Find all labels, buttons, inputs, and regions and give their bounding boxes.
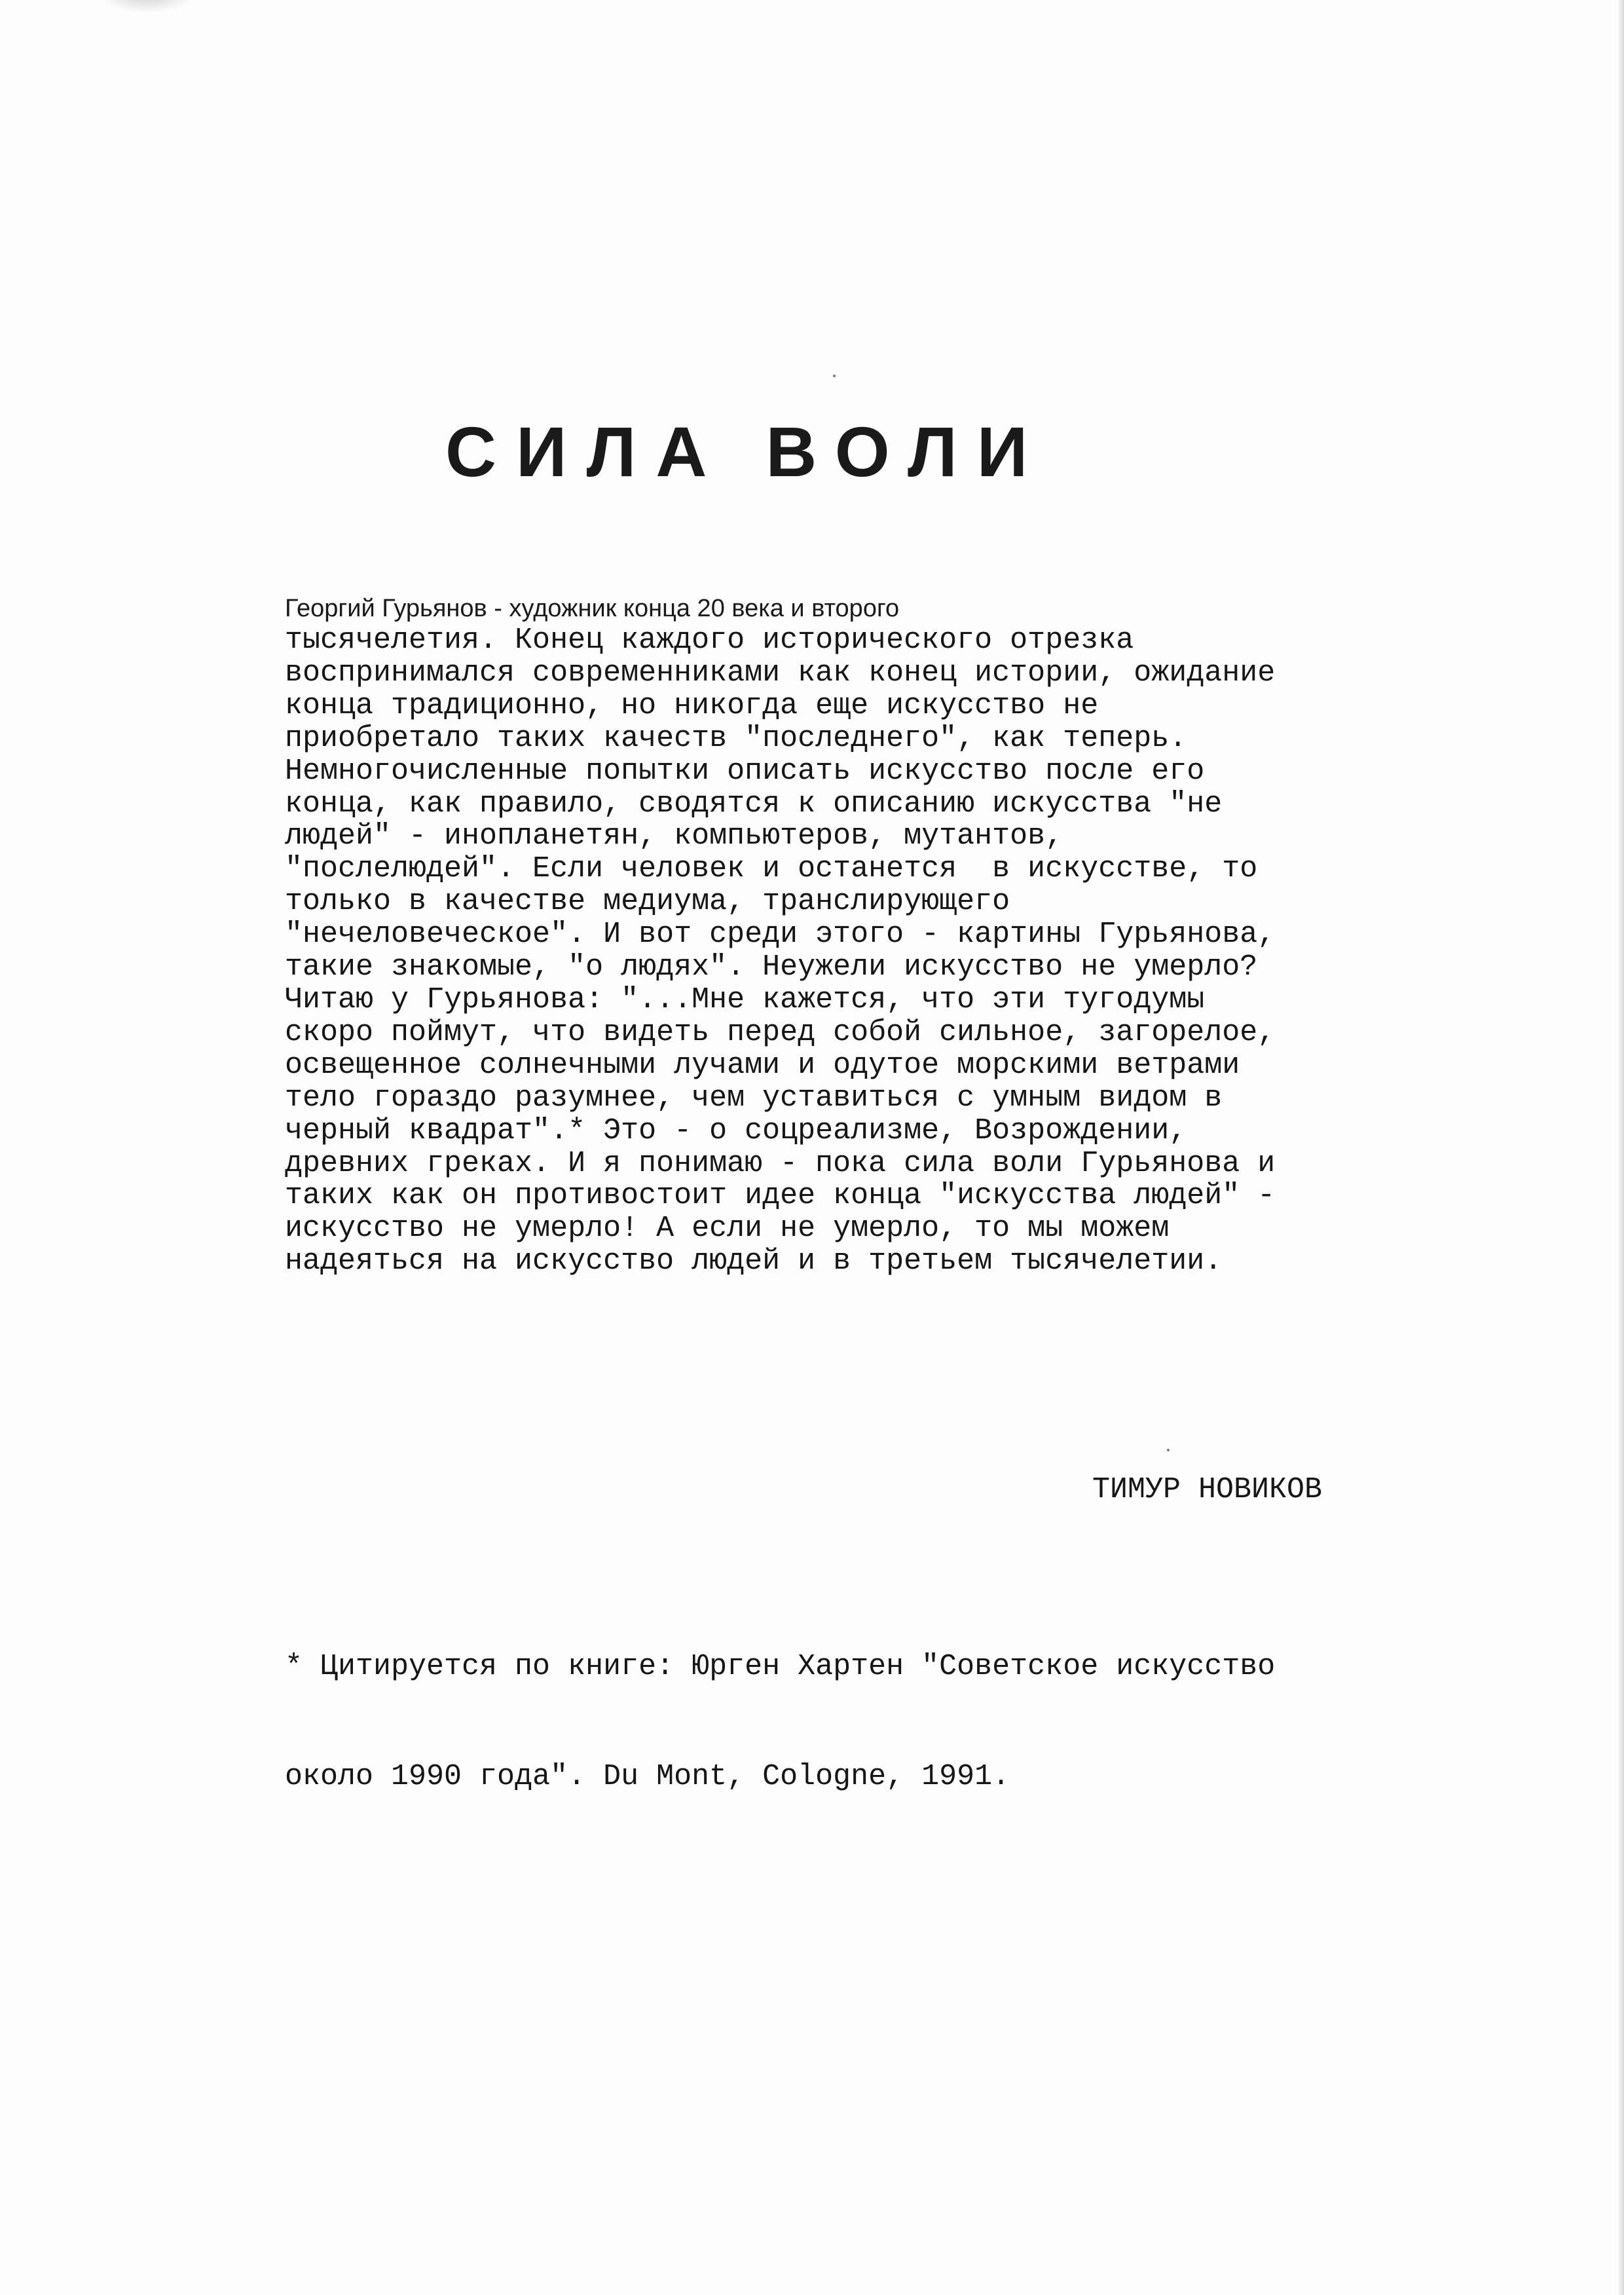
- body-line: только в качестве медиума, транслирующего: [285, 885, 1010, 919]
- article-body: [285, 593, 1450, 1278]
- body-line: конца традиционно, но никогда еще искусство не: [285, 688, 1099, 722]
- body-line: тело гораздо разумнее, чем уставиться с умным видом в: [285, 1081, 1223, 1115]
- body-line: такие знакомые, "о людях". Неужели искусство не умерло?: [285, 950, 1258, 984]
- lead-line: Георгий Гурьянов - художник конца 20 века и второго: [285, 595, 900, 622]
- scan-speck: [1167, 1449, 1170, 1451]
- footnote-line: около 1990 года". Du Mont, Cologne, 1991.: [285, 1760, 1010, 1793]
- body-line: искусство не умерло! А если не умерло, то мы можем: [285, 1212, 1170, 1246]
- author-signature: ТИМУР НОВИКОВ: [1092, 1473, 1323, 1506]
- scan-corner-shadow: [98, 0, 196, 13]
- body-line: конца, как правило, сводятся к описанию искусства "не: [285, 787, 1223, 821]
- body-line: таких как он противостоит идее конца "искусства людей" -: [285, 1179, 1276, 1213]
- body-line: черный квадрат".* Это - о соцреализме, Возрождении,: [285, 1113, 1187, 1148]
- document-title: СИЛА ВОЛИ: [445, 412, 1048, 491]
- body-line: "послелюдей". Если человек и останется в искусстве, то: [285, 852, 1258, 886]
- body-line: древних греках. И я понимаю - пока сила воли Гурьянова и: [285, 1146, 1276, 1180]
- body-line: людей" - инопланетян, компьютеров, мутантов,: [285, 819, 1063, 853]
- body-line: Читаю у Гурьянова: "...Мне кажется, что эти тугодумы: [285, 982, 1205, 1017]
- body-line: Немногочисленные попытки описать искусство после его: [285, 754, 1205, 788]
- body-line: тысячелетия. Конец каждого исторического отрезка: [285, 624, 1134, 657]
- footnote: [285, 1575, 1275, 1869]
- body-line: надеяться на искусство людей и в третьем тысячелетии.: [285, 1244, 1223, 1278]
- body-line: скоро поймут, что видеть перед собой сильное, загорелое,: [285, 1015, 1276, 1049]
- body-line: воспринимался современниками как конец истории, ожидание: [285, 656, 1276, 690]
- scan-speck: [833, 375, 836, 377]
- scan-edge-shadow: [1617, 0, 1624, 2295]
- body-line: освещенное солнечными лучами и одутое морскими ветрами: [285, 1048, 1240, 1082]
- footnote-line: * Цитируется по книге: Юрген Хартен "Советское искусство: [285, 1650, 1276, 1683]
- body-line: приобретало таких качеств "последнего", как теперь.: [285, 721, 1187, 755]
- body-line: "нечеловеческое". И вот среди этого - картины Гурьянова,: [285, 918, 1276, 952]
